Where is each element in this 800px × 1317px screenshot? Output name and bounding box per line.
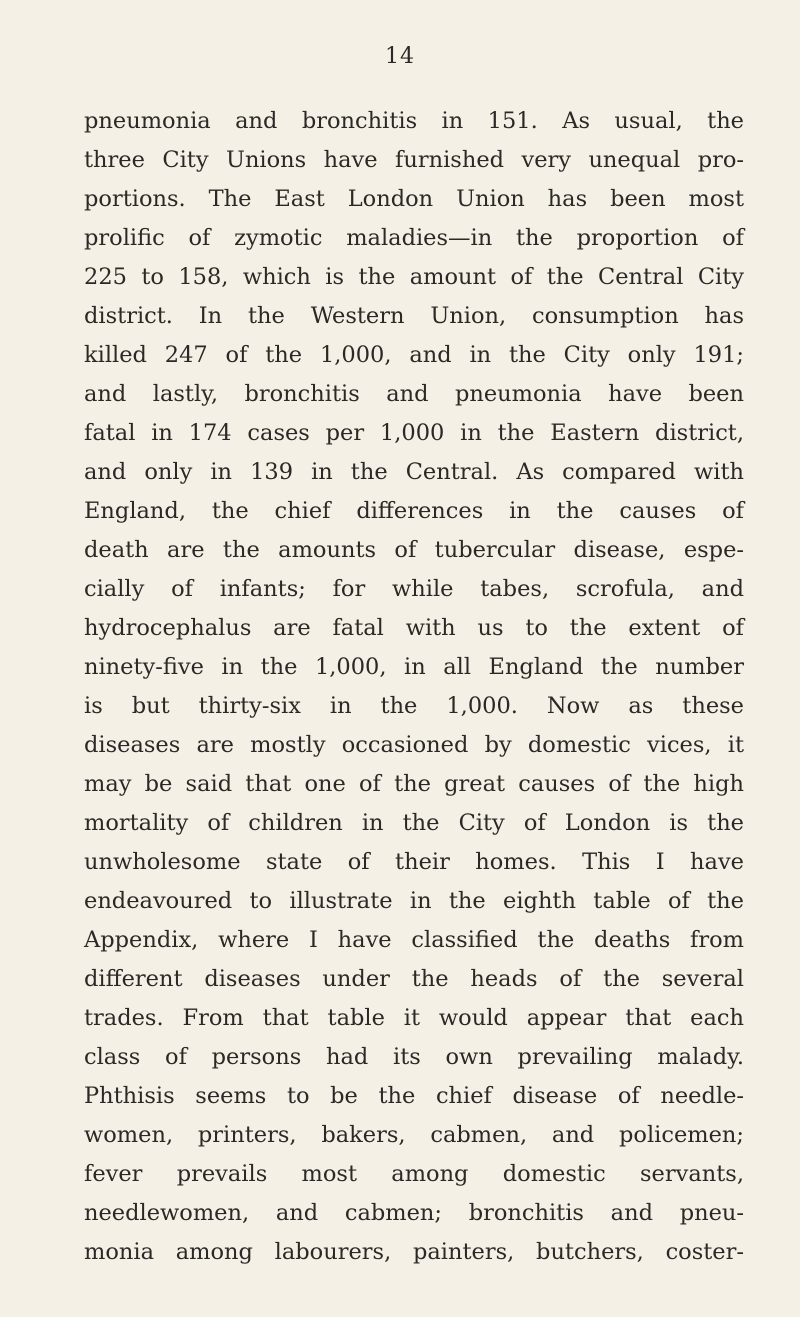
text-line: fatal in 174 cases per 1,000 in the Eastern district,	[84, 420, 744, 446]
text-line: district. In the Western Union, consumption has	[84, 303, 744, 329]
text-line: prolific of zymotic maladies—in the proportion of	[84, 225, 744, 251]
text-line: pneumonia and bronchitis in 151. As usual, the	[84, 108, 744, 134]
text-line: endeavoured to illustrate in the eighth table of the	[84, 888, 744, 914]
text-line: 225 to 158, which is the amount of the Central City	[84, 264, 744, 290]
text-line: Appendix, where I have classified the deaths from	[84, 927, 744, 953]
text-line: death are the amounts of tubercular disease, espe-	[84, 537, 744, 563]
text-line: and lastly, bronchitis and pneumonia have been	[84, 381, 744, 407]
text-line: cially of infants; for while tabes, scrofula, and	[84, 576, 744, 602]
text-line: monia among labourers, painters, butchers, coster-	[84, 1239, 744, 1265]
text-line: class of persons had its own prevailing malady.	[84, 1044, 744, 1070]
text-line: and only in 139 in the Central. As compared with	[84, 459, 744, 485]
page-number: 14	[385, 44, 415, 69]
text-line: killed 247 of the 1,000, and in the City only 191;	[84, 342, 744, 368]
body-text	[84, 102, 744, 1272]
text-line: ninety-five in the 1,000, in all England the number	[84, 654, 744, 680]
text-line: may be said that one of the great causes of the high	[84, 771, 744, 797]
text-line: fever prevails most among domestic servants,	[84, 1161, 744, 1187]
text-line: trades. From that table it would appear that each	[84, 1005, 744, 1031]
text-line: portions. The East London Union has been most	[84, 186, 744, 212]
text-line: unwholesome state of their homes. This I have	[84, 849, 744, 875]
text-line: diseases are mostly occasioned by domestic vices, it	[84, 732, 744, 758]
text-line: women, printers, bakers, cabmen, and policemen;	[84, 1122, 744, 1148]
text-line: hydrocephalus are fatal with us to the extent of	[84, 615, 744, 641]
text-line: is but thirty-six in the 1,000. Now as these	[84, 693, 744, 719]
text-line: England, the chief differences in the causes of	[84, 498, 744, 524]
text-line: different diseases under the heads of the several	[84, 966, 744, 992]
text-line: three City Unions have furnished very unequal pro-	[84, 147, 744, 173]
text-line: needlewomen, and cabmen; bronchitis and pneu-	[84, 1200, 744, 1226]
text-line: mortality of children in the City of London is the	[84, 810, 744, 836]
text-line: Phthisis seems to be the chief disease of needle-	[84, 1083, 744, 1109]
